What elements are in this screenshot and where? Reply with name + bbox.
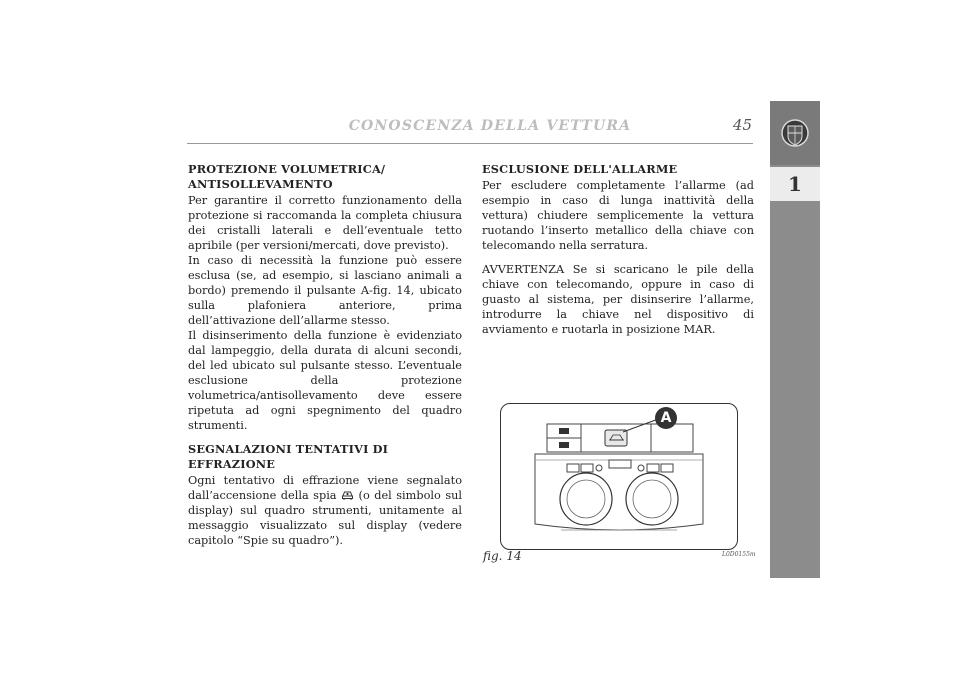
- figure-ceiling-light-panel: [500, 403, 738, 550]
- paragraph: Il disinserimento della funzione è evidenziato dal lampeggio, della durata di alcuni secondi, del led ubicato sul pulsante stesso. L’eventuale esclusione della protezione volumetrica/antisollevamento deve essere ripetuta ad ogni spegnimento del quadro strumenti.: [188, 329, 462, 432]
- section-heading-alarm-exclusion: ESCLUSIONE DELL'ALLARME: [482, 162, 678, 176]
- heading-line: PROTEZIONE VOLUMETRICA/: [188, 162, 386, 176]
- ceiling-light-drawing: [501, 404, 737, 549]
- text-segment: (o del simbolo sul display) sul quadro strumenti, unitamente al messaggio visualizzato sul display (vedere capitolo “Spie su quadro”).: [188, 489, 463, 547]
- paragraph: Per garantire il corretto funzionamento della protezione si raccomanda la completa chiusura dei cristalli laterali e dell’eventuale tetto apribile (per versioni/mercati, dove previsto).: [188, 194, 462, 252]
- callout-label: A: [660, 410, 672, 426]
- paragraph-warning: AVVERTENZA Se si scaricano le pile della chiave con telecomando, oppure in caso di guasto al sistema, per disinserire l’allarme, introdurre la chiave nel dispositivo di avviamento e ruotarla in posizione MAR.: [482, 263, 754, 336]
- lancia-shield-icon: [780, 116, 810, 150]
- paragraph: In caso di necessità la funzione può essere esclusa (se, ad esempio, si lasciano animali a bordo) premendo il pulsante A-fig. 14, ubicato sulla plafoniera anteriore, prima dell’attivazione dell’allarme stesso.: [188, 254, 462, 327]
- chapter-sidebar: [770, 101, 820, 578]
- header-title: CONOSCENZA DELLA VETTURA: [348, 118, 632, 134]
- paragraph-intrusion: [188, 473, 462, 548]
- figure-code: L0D0155m: [722, 551, 756, 558]
- section-heading-volumetric: [188, 162, 462, 192]
- alarm-car-icon: [341, 489, 354, 501]
- sidebar-logo: [770, 101, 820, 165]
- heading-line: ANTISOLLEVAMENTO: [188, 177, 333, 191]
- section-heading-intrusion: SEGNALAZIONI TENTATIVI DI EFFRAZIONE: [188, 442, 389, 471]
- figure-caption: fig. 14: [483, 549, 522, 563]
- left-column: [188, 162, 462, 548]
- chapter-number: 1: [770, 167, 820, 201]
- text-segment: Ogni tentativo di effrazione viene segnalato dall’accensione della spia: [188, 474, 462, 502]
- header-divider: [187, 143, 753, 144]
- right-column: [482, 162, 754, 337]
- paragraph: Per escludere completamente l’allarme (ad esempio in caso di lunga inattività della vettura) chiudere semplicemente la vettura ruotando l’inserto metallico della chiave con telecomando nella serratura.: [482, 179, 754, 252]
- callout-a-badge: [655, 407, 677, 429]
- page-number: 45: [732, 116, 752, 134]
